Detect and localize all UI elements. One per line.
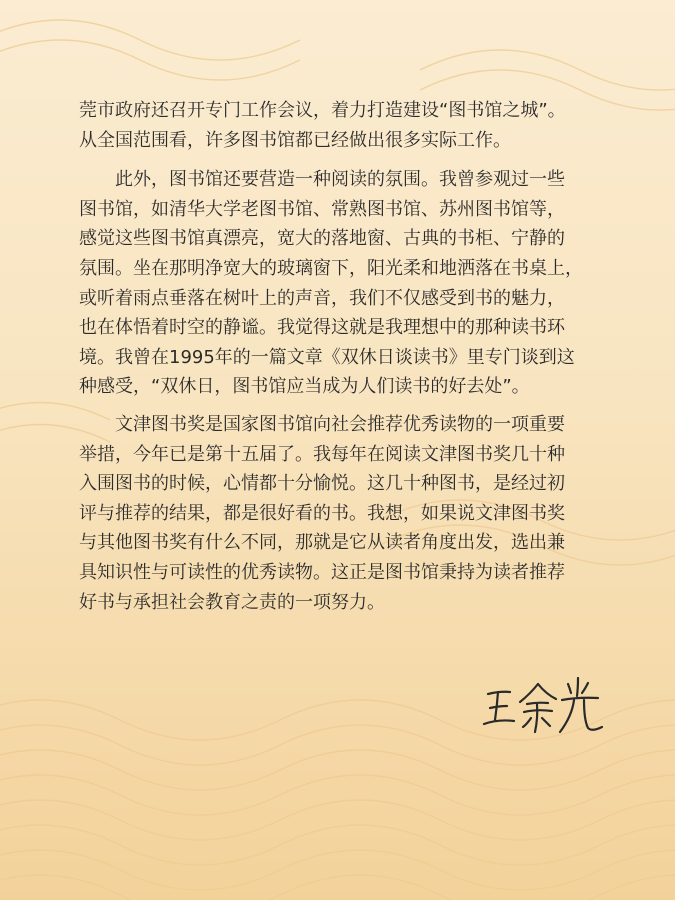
article-body <box>79 96 609 625</box>
paragraph: 文津图书奖是国家图书馆向社会推荐优秀读物的一项重要 举措，今年已是第十五届了。我每年在阅读文津图书奖几十种 入围图书的时候，心情都十分愉悦。这几十种图书，是经过初 评与推荐的结果，都是很好看的书。我想，如果说文津图书奖 与其他图书奖有什么不同，那就是它从读者角度出发，选出兼 具知识性与可读性的优秀读物。这正是图书馆秉持为读者推荐 好书与承担社会教育之责的一项努力。 <box>79 413 565 613</box>
paragraph: 莞市政府还召开专门工作会议，着力打造建设“图书馆之城”。 从全国范围看，许多图书馆都已经做出很多实际工作。 <box>79 100 566 151</box>
paragraph: 此外，图书馆还要营造一种阅读的氛围。我曾参观过一些 图书馆，如清华大学老图书馆、常熟图书馆、苏州图书馆等， 感觉这些图书馆真漂亮，宽大的落地窗、古典的书柜、宁静的 氛围。坐在那明净宽大的玻璃窗下，阳光柔和地洒落在书桌上， 或听着雨点垂落在树叶上的声音，我们不仅感受到书的魅力， 也在体悟着时空的静谧。我觉得这就是我理想中的那种读书环 境。我曾在1995年的一篇文章《双休日谈读书》里专门谈到这 种感受，“双休日，图书馆应当成为人们读书的好去处”。 <box>79 169 583 398</box>
handwritten-signature <box>480 672 605 742</box>
